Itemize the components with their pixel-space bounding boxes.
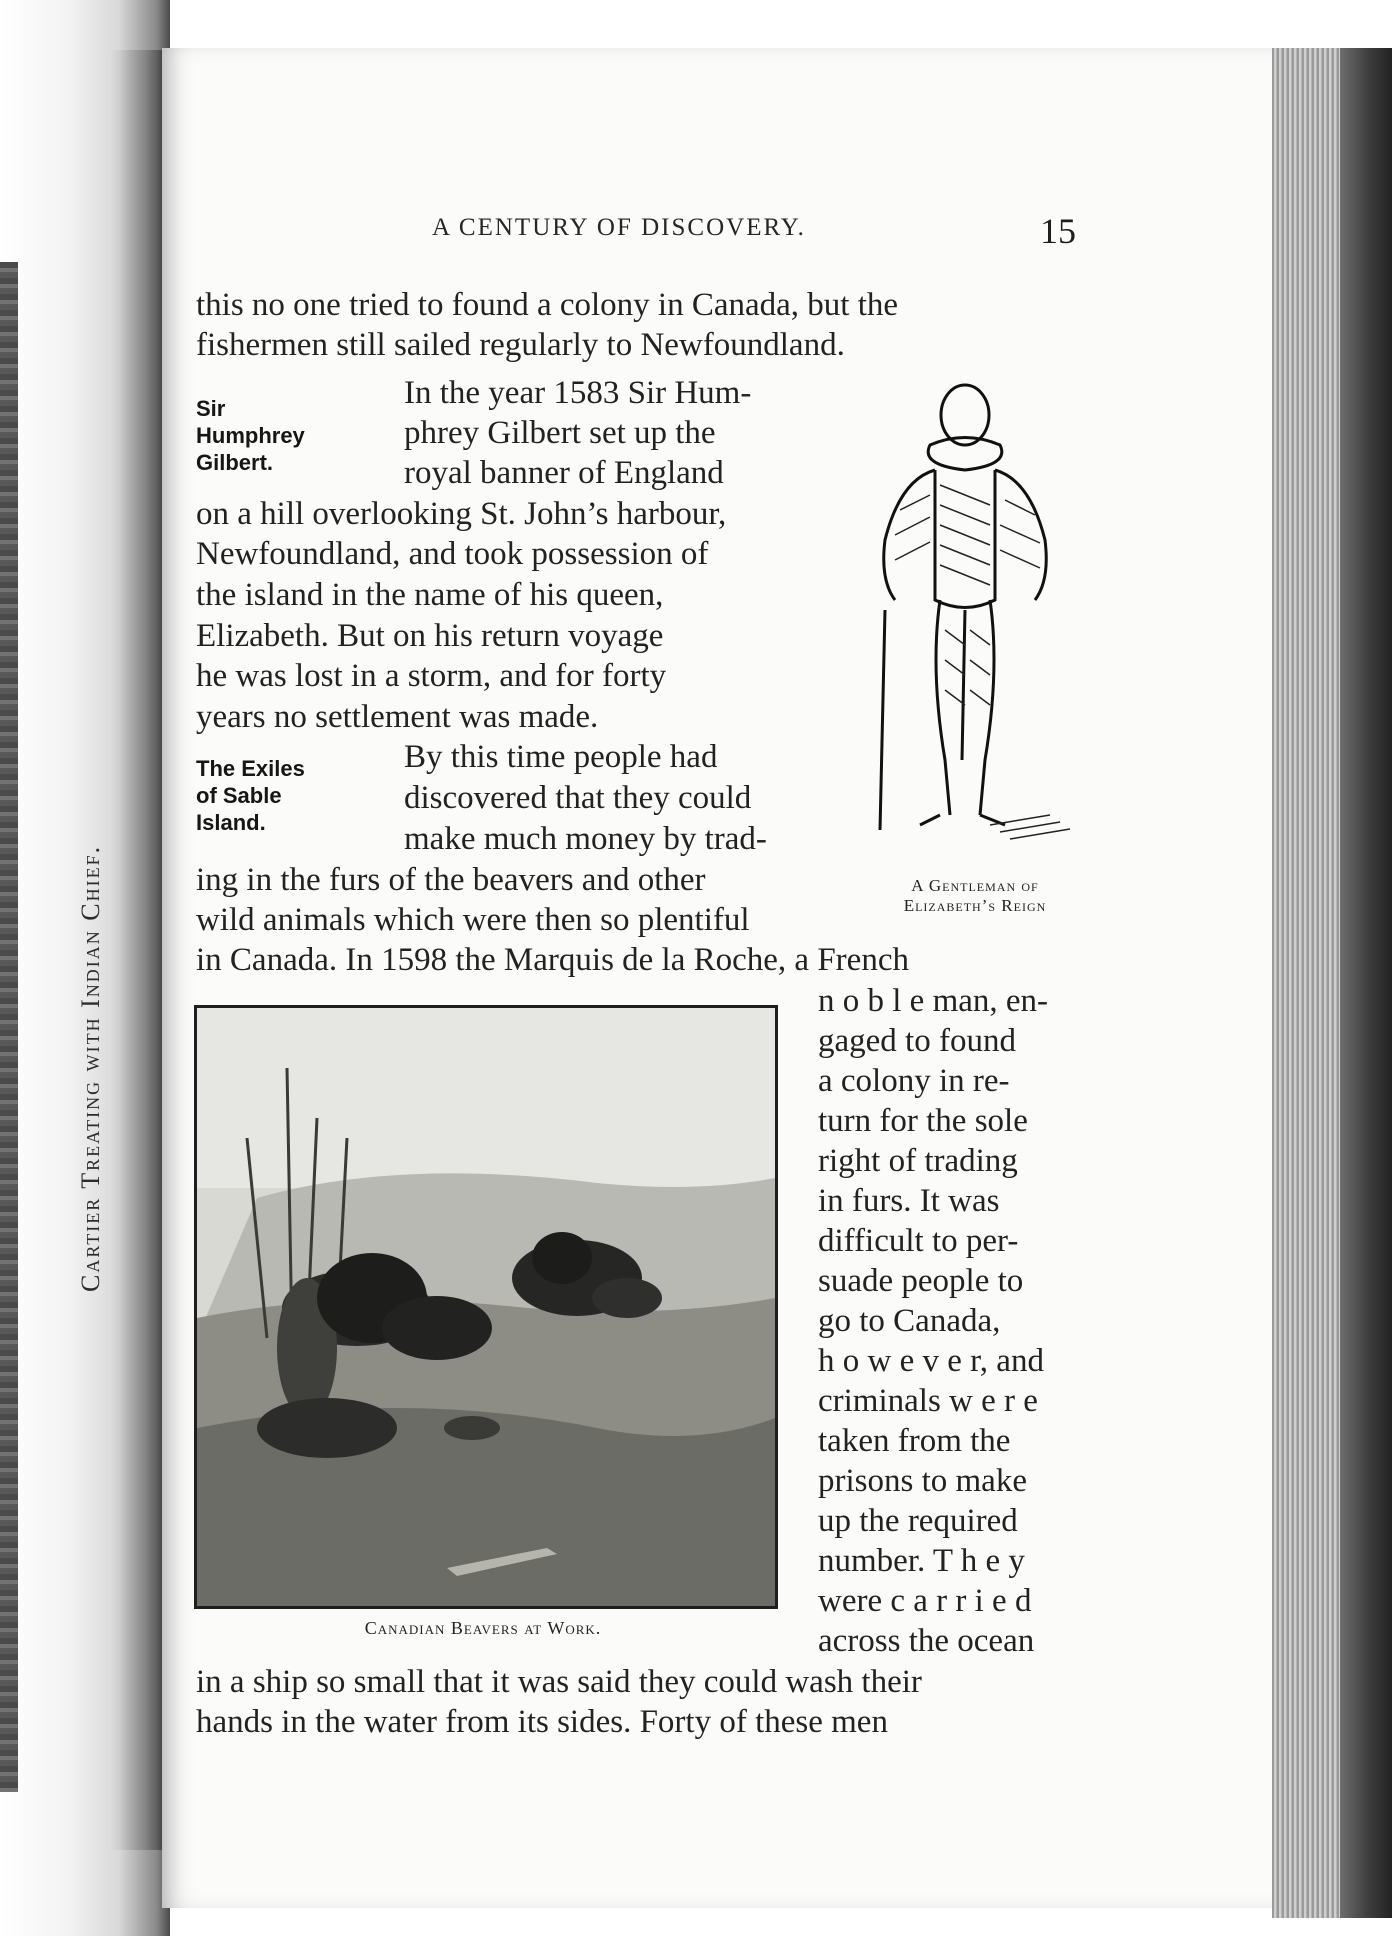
text-line-25: suade people to [818,1263,1024,1299]
text-line-26: go to Canada, [818,1303,1001,1339]
book-cover-edge [1340,48,1392,1918]
text-line-9: Elizabeth. But on his return voyage [196,618,664,654]
text-line-33: were c a r r i e d [818,1583,1032,1619]
text-line-17: in Canada. In 1598 the Marquis de la Roche, a French [196,942,909,978]
text-line-5: royal banner of England [404,455,724,491]
text-line-29: taken from the [818,1423,1011,1459]
text-line-2: fishermen still sailed regularly to Newfoundland. [196,327,845,363]
beavers-photo [194,1005,778,1609]
text-line-10: he was lost in a storm, and for forty [196,658,667,694]
text-line-15: ing in the furs of the beavers and other [196,862,706,898]
text-line-18: n o b l e man, en- [818,983,1049,1019]
beavers-caption: Canadian Beavers at Work. [364,1618,602,1638]
text-line-13: discovered that they could [404,780,752,816]
text-line-3: In the year 1583 Sir Hum- [404,375,752,411]
text-line-23: in furs. It was [818,1183,1000,1219]
gutter-shadow [110,50,170,1850]
text-line-11: years no settlement was made. [196,699,599,735]
text-line-12: By this time people had [404,739,718,775]
left-plate-edge [0,262,18,1792]
text-line-34: across the ocean [818,1623,1035,1659]
text-line-32: number. T h e y [818,1543,1025,1579]
text-line-22: right of trading [818,1143,1018,1179]
left-plate-caption: Cartier Treating with Indian Chief. [76,844,105,1292]
text-line-6: on a hill overlooking St. John’s harbour, [196,496,727,532]
running-title: A CENTURY OF DISCOVERY. [432,214,806,241]
text-line-24: difficult to per- [818,1223,1019,1259]
text-line-19: gaged to found [818,1023,1016,1059]
page-number: 15 [1040,211,1076,251]
text-line-20: a colony in re- [818,1063,1010,1099]
text-line-1: this no one tried to found a colony in Canada, but the [196,287,899,323]
text-line-16: wild animals which were then so plentiful [196,902,750,938]
text-line-4: phrey Gilbert set up the [404,415,716,451]
text-line-7: Newfoundland, and took possession of [196,536,709,572]
sidenote-exiles: The Exiles of Sable Island. [196,756,305,835]
sidenote-gilbert: Sir Humphrey Gilbert. [196,396,305,475]
text-line-30: prisons to make [818,1463,1027,1499]
text-line-21: turn for the sole [818,1103,1028,1139]
beavers-scene [197,1008,775,1606]
gentleman-caption: A Gentleman of Elizabeth’s Reign [903,876,1047,915]
text-line-28: criminals w e r e [818,1383,1038,1419]
text-line-36: hands in the water from its sides. Forty of these men [196,1704,888,1740]
text-line-27: h o w e v e r, and [818,1343,1044,1379]
text-line-35: in a ship so small that it was said they could wash their [196,1664,922,1700]
text-line-14: make much money by trad- [404,821,767,857]
text-line-8: the island in the name of his queen, [196,577,664,613]
text-line-31: up the required [818,1503,1018,1539]
gentleman-illustration [840,370,1100,850]
